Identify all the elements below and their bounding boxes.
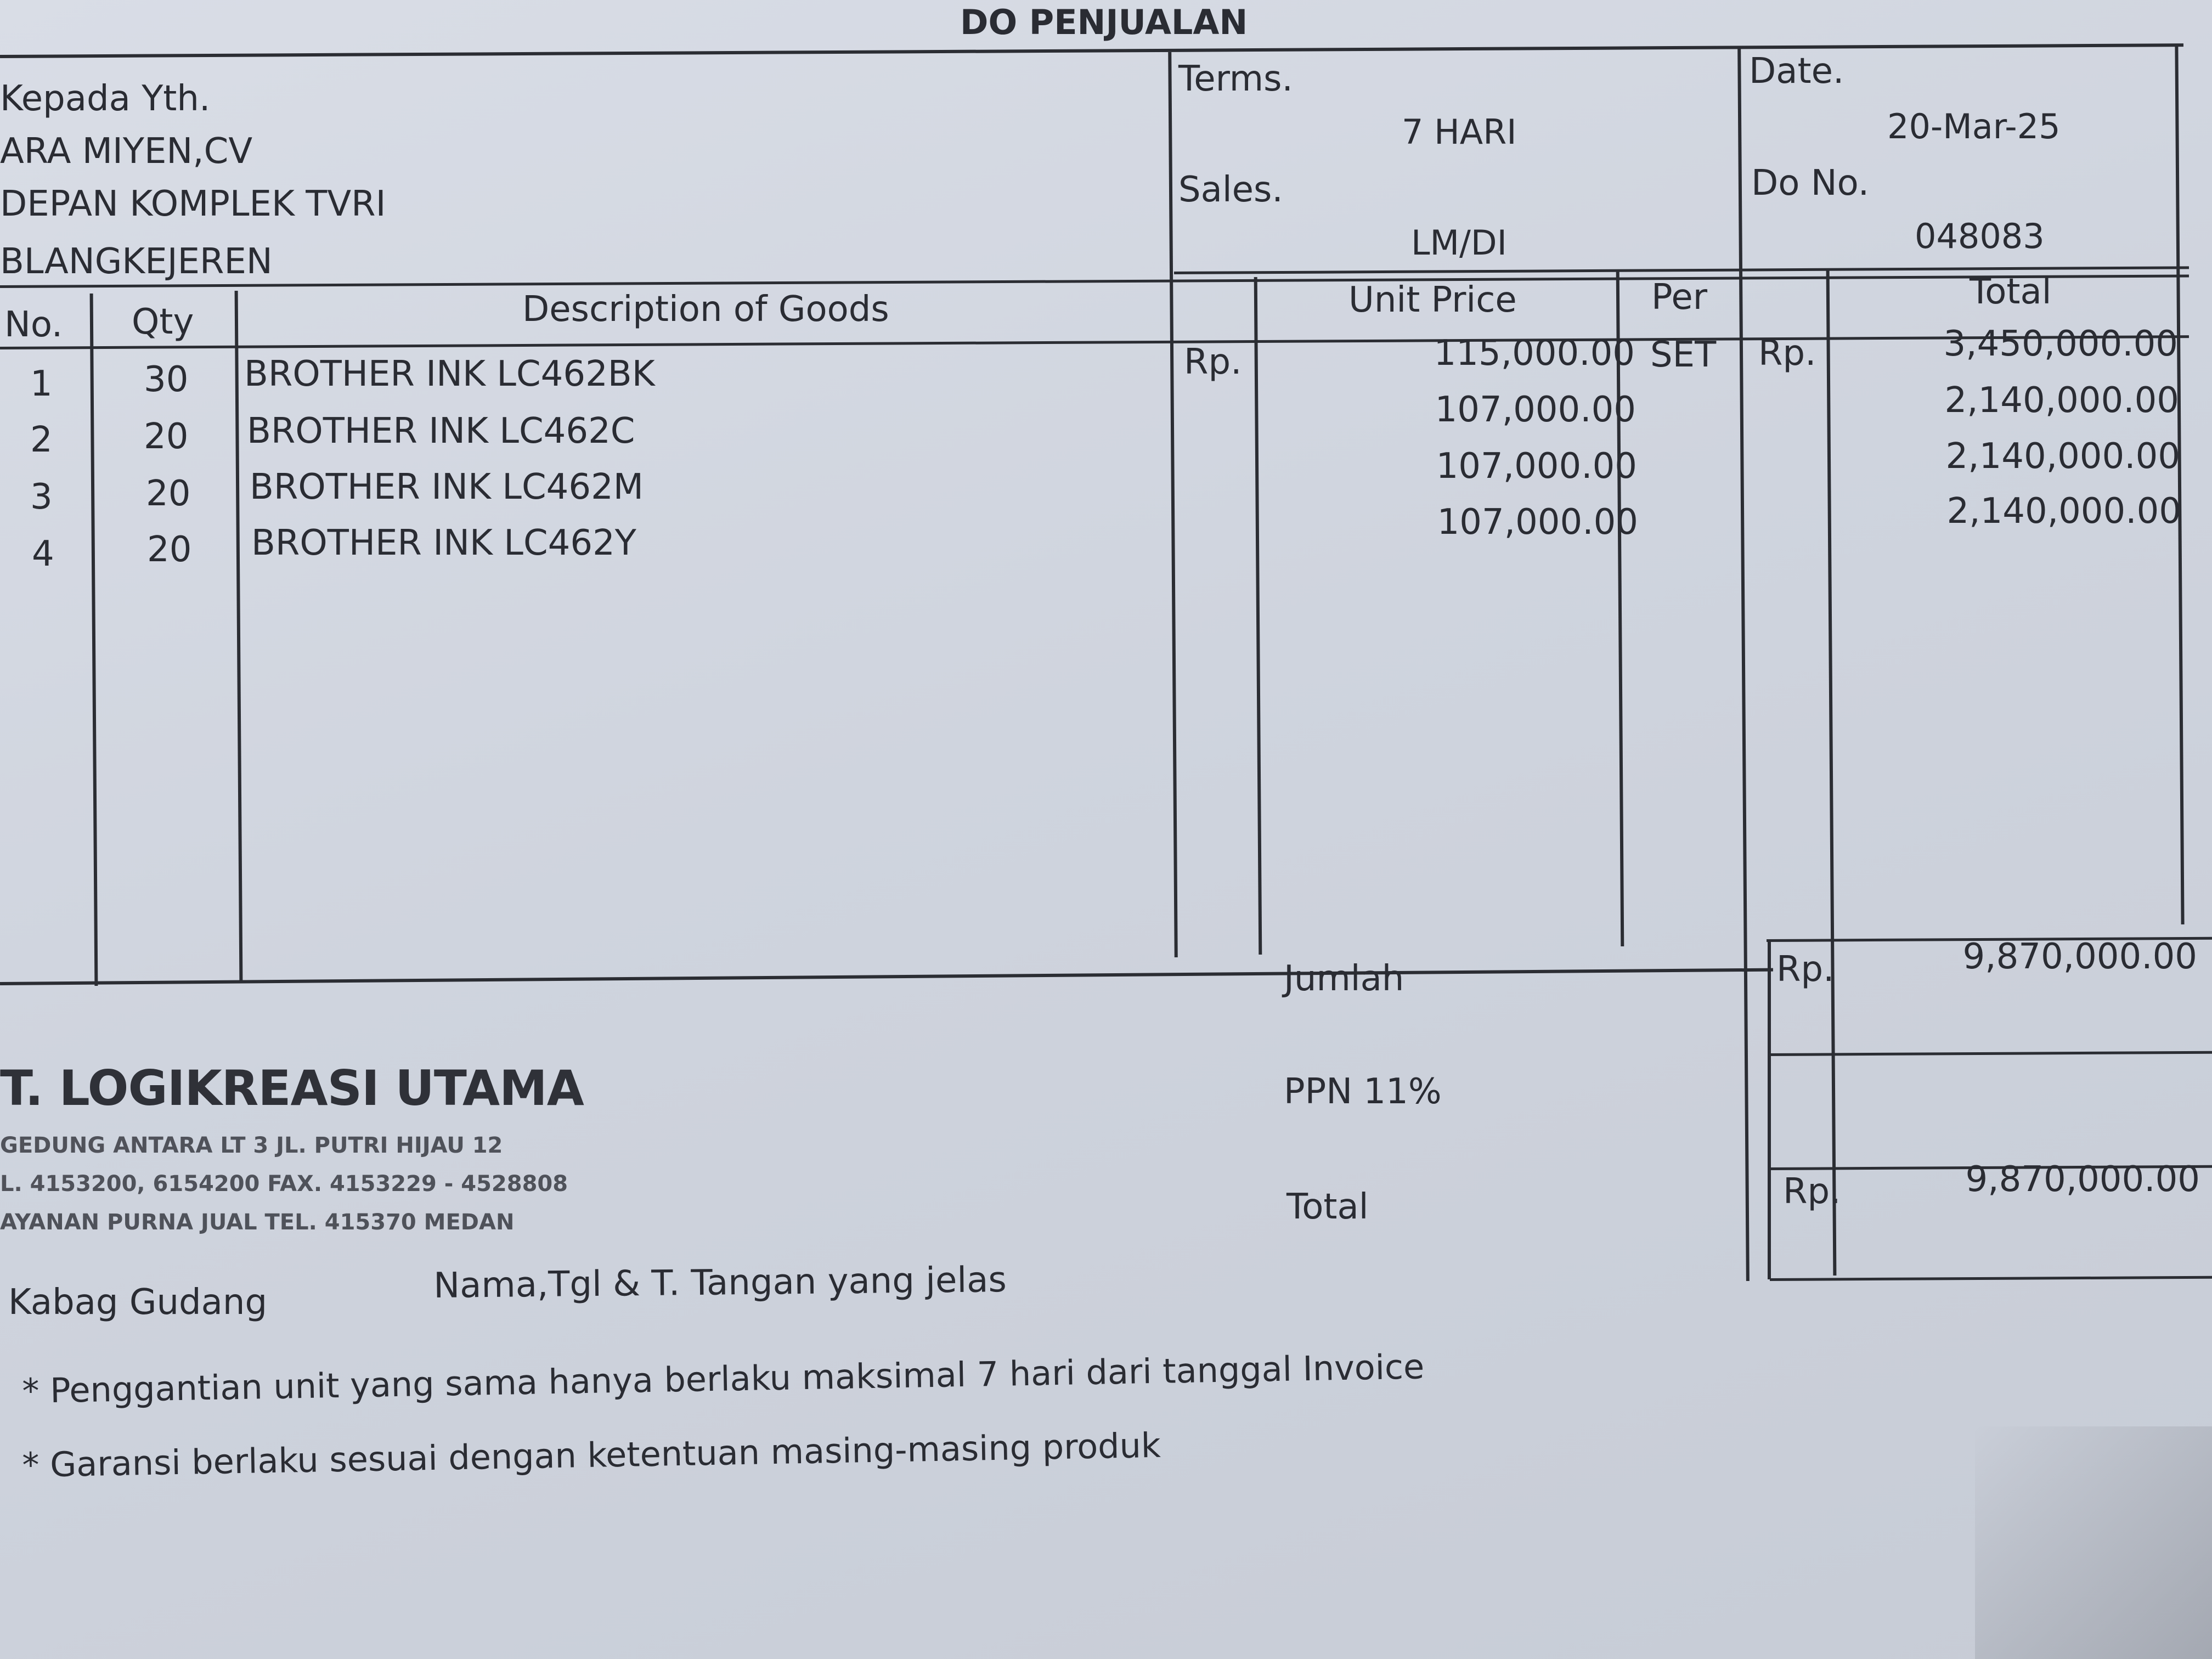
terms-label: Terms. [1178,59,1293,99]
do-no-value: 048083 [1915,216,2045,256]
header-top-border [0,43,2183,58]
per-unit: SET [1650,335,1717,375]
recipient-name: ARA MIYEN,CV [0,131,253,172]
col-divider-rp2 [1826,269,1837,1276]
col-divider-no [90,294,98,986]
sales-value: LM/DI [1411,223,1507,263]
company-stamp-phone: L. 4153200, 6154200 FAX. 4153229 - 4528808 [0,1171,568,1197]
col-divider-desc [1168,52,1178,957]
item-qty: 20 [146,473,191,514]
items-bottom-border [0,968,1773,985]
item-qty: 20 [144,416,189,457]
item-total: 2,140,000.00 [1944,380,2179,421]
signature-right-label: Nama,Tgl & T. Tangan yang jelas [433,1260,1007,1306]
col-header-total: Total [1970,272,2052,312]
recipient-address-2: BLANGKEJEREN [0,241,273,282]
col-header-no: No. [4,304,63,345]
item-unit-price: 107,000.00 [1437,502,1638,543]
recipient-address-1: DEPAN KOMPLEK TVRI [0,184,386,224]
company-stamp-address: GEDUNG ANTARA LT 3 JL. PUTRI HIJAU 12 [0,1133,503,1158]
col-divider-per [1737,47,1750,1281]
note-replacement: * Penggantian unit yang sama hanya berlaku maksimal 7 hari dari tanggal Invoice [21,1346,1425,1411]
item-no: 3 [30,477,53,517]
item-total: 2,140,000.00 [1945,436,2180,477]
table-right-border [2175,47,2184,924]
item-unit-price: 115,000.00 [1434,333,1635,374]
summary-bottom-border [1770,1276,2212,1281]
item-description: BROTHER INK LC462Y [251,523,636,563]
total-currency: Rp. [1758,333,1816,374]
col-header-unit-price: Unit Price [1348,280,1517,320]
jumlah-currency: Rp. [1776,949,1835,990]
note-warranty: * Garansi berlaku sesuai dengan ketentuan masing-masing produk [21,1425,1161,1485]
item-total: 2,140,000.00 [1946,491,2181,532]
col-divider-rp1 [1254,277,1262,955]
jumlah-value: 9,870,000.00 [1962,936,2197,977]
terms-value: 7 HARI [1402,112,1517,152]
date-value: 20-Mar-25 [1887,106,2061,146]
item-no: 4 [32,534,54,574]
ppn-label: PPN 11% [1284,1071,1442,1112]
document-title: DO PENJUALAN [960,2,1248,42]
company-stamp-service: AYANAN PURNA JUAL TEL. 415370 MEDAN [0,1210,515,1235]
photo-shadow [1975,1426,2212,1659]
company-stamp-name: T. LOGIKREASI UTAMA [0,1060,584,1116]
item-unit-price: 107,000.00 [1436,446,1637,487]
grand-total-value: 9,870,000.00 [1965,1159,2200,1200]
recipient-label: Kepada Yth. [0,78,211,119]
column-header-bottom-border [0,335,2189,349]
unit-price-currency: Rp. [1184,342,1242,382]
item-no: 1 [30,364,53,404]
col-header-qty: Qty [132,302,194,342]
grand-total-currency: Rp. [1783,1171,1841,1212]
column-header-top-border [0,275,2189,288]
col-divider-qty [235,291,243,982]
col-header-per: Per [1651,277,1707,318]
sales-label: Sales. [1178,170,1283,210]
item-qty: 20 [147,529,192,570]
jumlah-label: Jumlah [1284,958,1404,999]
item-description: BROTHER INK LC462C [247,411,635,452]
summary-left-border [1768,939,1771,1279]
item-qty: 30 [144,359,189,400]
item-description: BROTHER INK LC462M [250,467,644,507]
signature-left-label: Kabag Gudang [8,1282,268,1323]
col-header-description: Description of Goods [522,289,889,330]
total-label: Total [1286,1187,1369,1227]
item-description: BROTHER INK LC462BK [244,354,655,394]
do-no-label: Do No. [1751,163,1870,204]
item-total: 3,450,000.00 [1943,324,2178,364]
date-label: Date. [1749,51,1844,92]
item-no: 2 [30,420,53,460]
item-unit-price: 107,000.00 [1435,390,1636,430]
